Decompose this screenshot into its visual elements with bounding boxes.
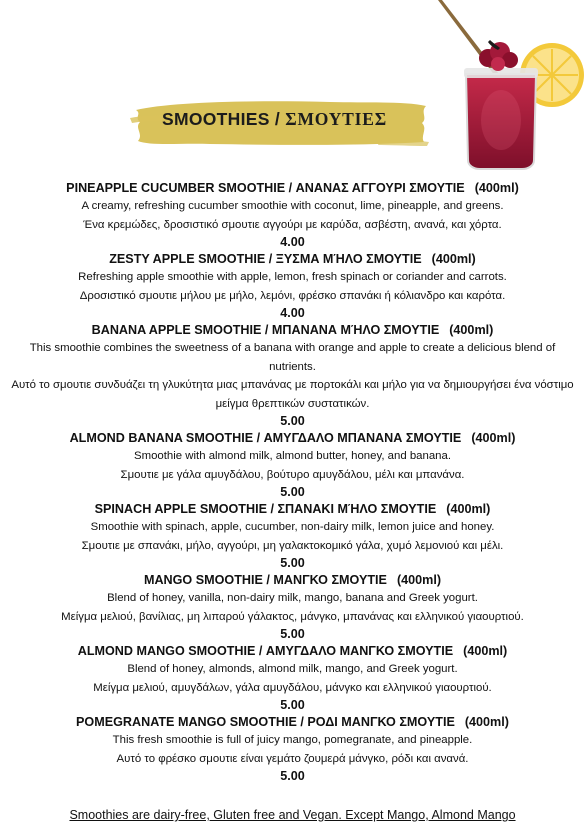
item-price: 5.00 [280,698,305,712]
item-description-english: This smoothie combines the sweetness of a banana with orange and apple to create a delicious blend of nutrients. [29,342,556,373]
menu-item [0,501,585,572]
menu-item [0,714,585,785]
item-name: BANANA APPLE SMOOTHIE / ΜΠΑΝΑΝΑ ΜΉΛΟ ΣΜΟΥΤΙΕ [91,323,440,337]
item-description-greek: Σμουτιε με γάλα αμυγδάλου, βούτυρο αμυγδάλου, μέλι και μπανάνα. [120,468,465,481]
item-name: POMEGRANATE MANGO SMOOTHIE / ΡΟΔΙ ΜΑΝΓΚΟ ΣΜΟΥΤΙΕ [76,715,455,729]
item-description-greek: Μείγμα μελιού, αμυγδάλων, γάλα αμυγδάλου, μάνγκο και ελληνικού γιαουρτιού. [93,681,492,694]
item-description-greek: Αυτό το σμουτιε συνδυάζει τη γλυκύτητα μιας μπανάνας με πορτοκάλι και μήλο για να δημιουργήσει ένα νόστιμο μείγμα θρεπτικών συστατικών. [11,379,574,410]
item-size: (400ml) [396,573,442,587]
item-title [0,643,585,660]
item-title [0,572,585,589]
item-price: 5.00 [280,485,305,499]
item-title [0,180,585,197]
item-price: 5.00 [280,556,305,570]
item-description-greek: Μείγμα μελιού, βανίλιας, μη λιπαρού γάλακτος, μάνγκο, μπανάνας και ελληνικού γιαουρτιού. [61,610,524,623]
item-price: 5.00 [280,627,305,641]
menu-item [0,430,585,501]
item-price: 4.00 [280,235,305,249]
smoothie-drink-image [428,0,585,170]
item-name: ZESTY APPLE SMOOTHIE / ΞΥΣΜΑ ΜΉΛΟ ΣΜΟΥΤΙΕ [109,252,422,266]
item-description-greek: Αυτό το φρέσκο σμουτιε είναι γεμάτο ζουμερά μάνγκο, ρόδι και ανανά. [116,752,469,765]
item-price: 4.00 [280,306,305,320]
item-description-english: Blend of honey, vanilla, non-dairy milk, mango, banana and Greek yogurt. [107,592,478,604]
item-title [0,714,585,731]
item-title [0,322,585,339]
page-title-greek: ΣΜΟΥΤΙΕΣ [285,109,387,129]
item-name: PINEAPPLE CUCUMBER SMOOTHIE / ΑΝΑΝΑΣ ΑΓΓΟΥΡΙ ΣΜΟΥΤΙΕ [66,181,465,195]
item-description-greek: Δροσιστικό σμουτιε μήλου με μήλο, λεμόνι, φρέσκο σπανάκι ή κόλιανδρο και καρότα. [79,289,506,302]
item-name: ALMOND MANGO SMOOTHIE / ΑΜΥΓΔΑΛΟ ΜΑΝΓΚΟ ΣΜΟΥΤΙΕ [77,644,454,658]
item-title [0,251,585,268]
item-size: (400ml) [446,502,491,516]
item-description-english: Smoothie with spinach, apple, cucumber, non-dairy milk, lemon juice and honey. [90,521,495,533]
item-size: (400ml) [464,715,509,729]
item-size: (400ml) [449,323,494,337]
dietary-note: Smoothies are dairy-free, Gluten free and Vegan. Except Mango, Almond Mango [69,808,516,822]
item-description-english: This fresh smoothie is full of juicy mango, pomegranate, and pineapple. [112,734,473,746]
item-description-english: Smoothie with almond milk, almond butter, honey, and banana. [133,450,452,462]
item-name: MANGO SMOOTHIE / ΜΑΝΓΚΟ ΣΜΟΥΤΙΕ [143,573,387,587]
item-size: (400ml) [463,644,508,658]
menu-item [0,572,585,643]
item-description-greek: Σμουτιε με σπανάκι, μήλο, αγγούρι, μη γαλακτοκομικό γάλα, χυμό λεμονιού και μέλι. [81,539,504,552]
menu-item [0,643,585,714]
item-description-greek: Ένα κρεμώδες, δροσιστικό σμουτιε αγγούρι με καρύδα, ασβέστη, ανανά, και χόρτα. [83,218,502,231]
item-price: 5.00 [280,414,305,428]
menu-item [0,322,585,430]
menu-list [0,180,585,785]
item-size: (400ml) [474,181,519,195]
menu-item [0,180,585,251]
item-description-english: Refreshing apple smoothie with apple, lemon, fresh spinach or coriander and carrots. [78,271,507,283]
item-name: SPINACH APPLE SMOOTHIE / ΣΠΑΝΑΚΙ ΜΉΛΟ ΣΜΟΥΤΙΕ [94,502,437,516]
item-size: (400ml) [431,252,476,266]
item-description-english: Blend of honey, almonds, almond milk, mango, and Greek yogurt. [127,663,458,675]
item-title [0,430,585,447]
page-title [162,109,387,130]
item-description-english: A creamy, refreshing cucumber smoothie with coconut, lime, pineapple, and greens. [81,200,504,212]
item-size: (400ml) [471,431,516,445]
item-title [0,501,585,518]
item-name: ALMOND BANANA SMOOTHIE / ΑΜΥΓΔΑΛΟ ΜΠΑΝΑΝΑ ΣΜΟΥΤΙΕ [69,431,462,445]
item-price: 5.00 [280,769,305,783]
page-title-english: SMOOTHIES / [162,109,281,129]
menu-item [0,251,585,322]
